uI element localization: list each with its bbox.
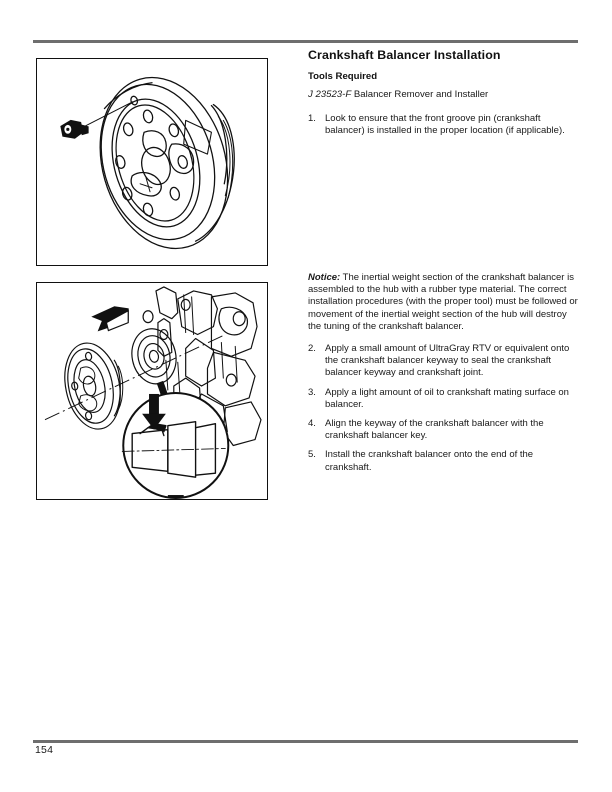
notice-label: Notice: [308, 272, 341, 283]
notice-text: The inertial weight section of the crankshaft balancer is assembled to the hub with a rubber type material. The correct installation procedures (with the proper tool) must be followed or movement of the inertial weight section of the hub will destroy the tuning of the crankshaft balancer. [308, 272, 578, 332]
figure-crankshaft-balancer-installation [36, 282, 268, 500]
notice-paragraph [308, 272, 580, 333]
footer-rule [33, 740, 578, 743]
steps-list-top [308, 113, 580, 137]
step-text: Apply a small amount of UltraGray RTV or equivalent onto the crankshaft balancer keyway to seal the crankshaft balancer keyway and crankshaft joint. [325, 343, 570, 379]
step-number: 4. [308, 418, 316, 430]
list-item [308, 449, 580, 473]
step-number: 3. [308, 386, 316, 398]
content-column-bottom [308, 272, 580, 481]
header-rule [33, 40, 578, 43]
list-item [308, 113, 580, 137]
tool-line [308, 89, 580, 102]
step-text: Align the keyway of the crankshaft balancer with the crankshaft balancer key. [325, 418, 544, 442]
step-text: Install the crankshaft balancer onto the end of the crankshaft. [325, 449, 534, 473]
step-number: 5. [308, 449, 316, 461]
figure-crankshaft-balancer-groove-pin [36, 58, 268, 266]
list-item [308, 418, 580, 442]
list-item [308, 343, 580, 380]
step-number: 1. [308, 112, 316, 124]
tool-description: Balancer Remover and Installer [351, 89, 489, 100]
direction-arrow [93, 307, 129, 331]
step-text: Look to ensure that the front groove pin (crankshaft balancer) is installed in the proper location (if applicable). [325, 112, 565, 136]
tools-required-heading: Tools Required [308, 71, 378, 82]
tool-id: J 23523-F [308, 89, 352, 100]
page-title: Crankshaft Balancer Installation [308, 48, 501, 62]
step-number: 2. [308, 343, 316, 355]
steps-list-bottom [308, 343, 580, 474]
content-column-top [308, 48, 580, 144]
step-text: Apply a light amount of oil to crankshaft mating surface on balancer. [325, 386, 569, 410]
page-number: 154 [35, 744, 54, 756]
groove-pin-part [61, 120, 89, 138]
list-item [308, 387, 580, 411]
